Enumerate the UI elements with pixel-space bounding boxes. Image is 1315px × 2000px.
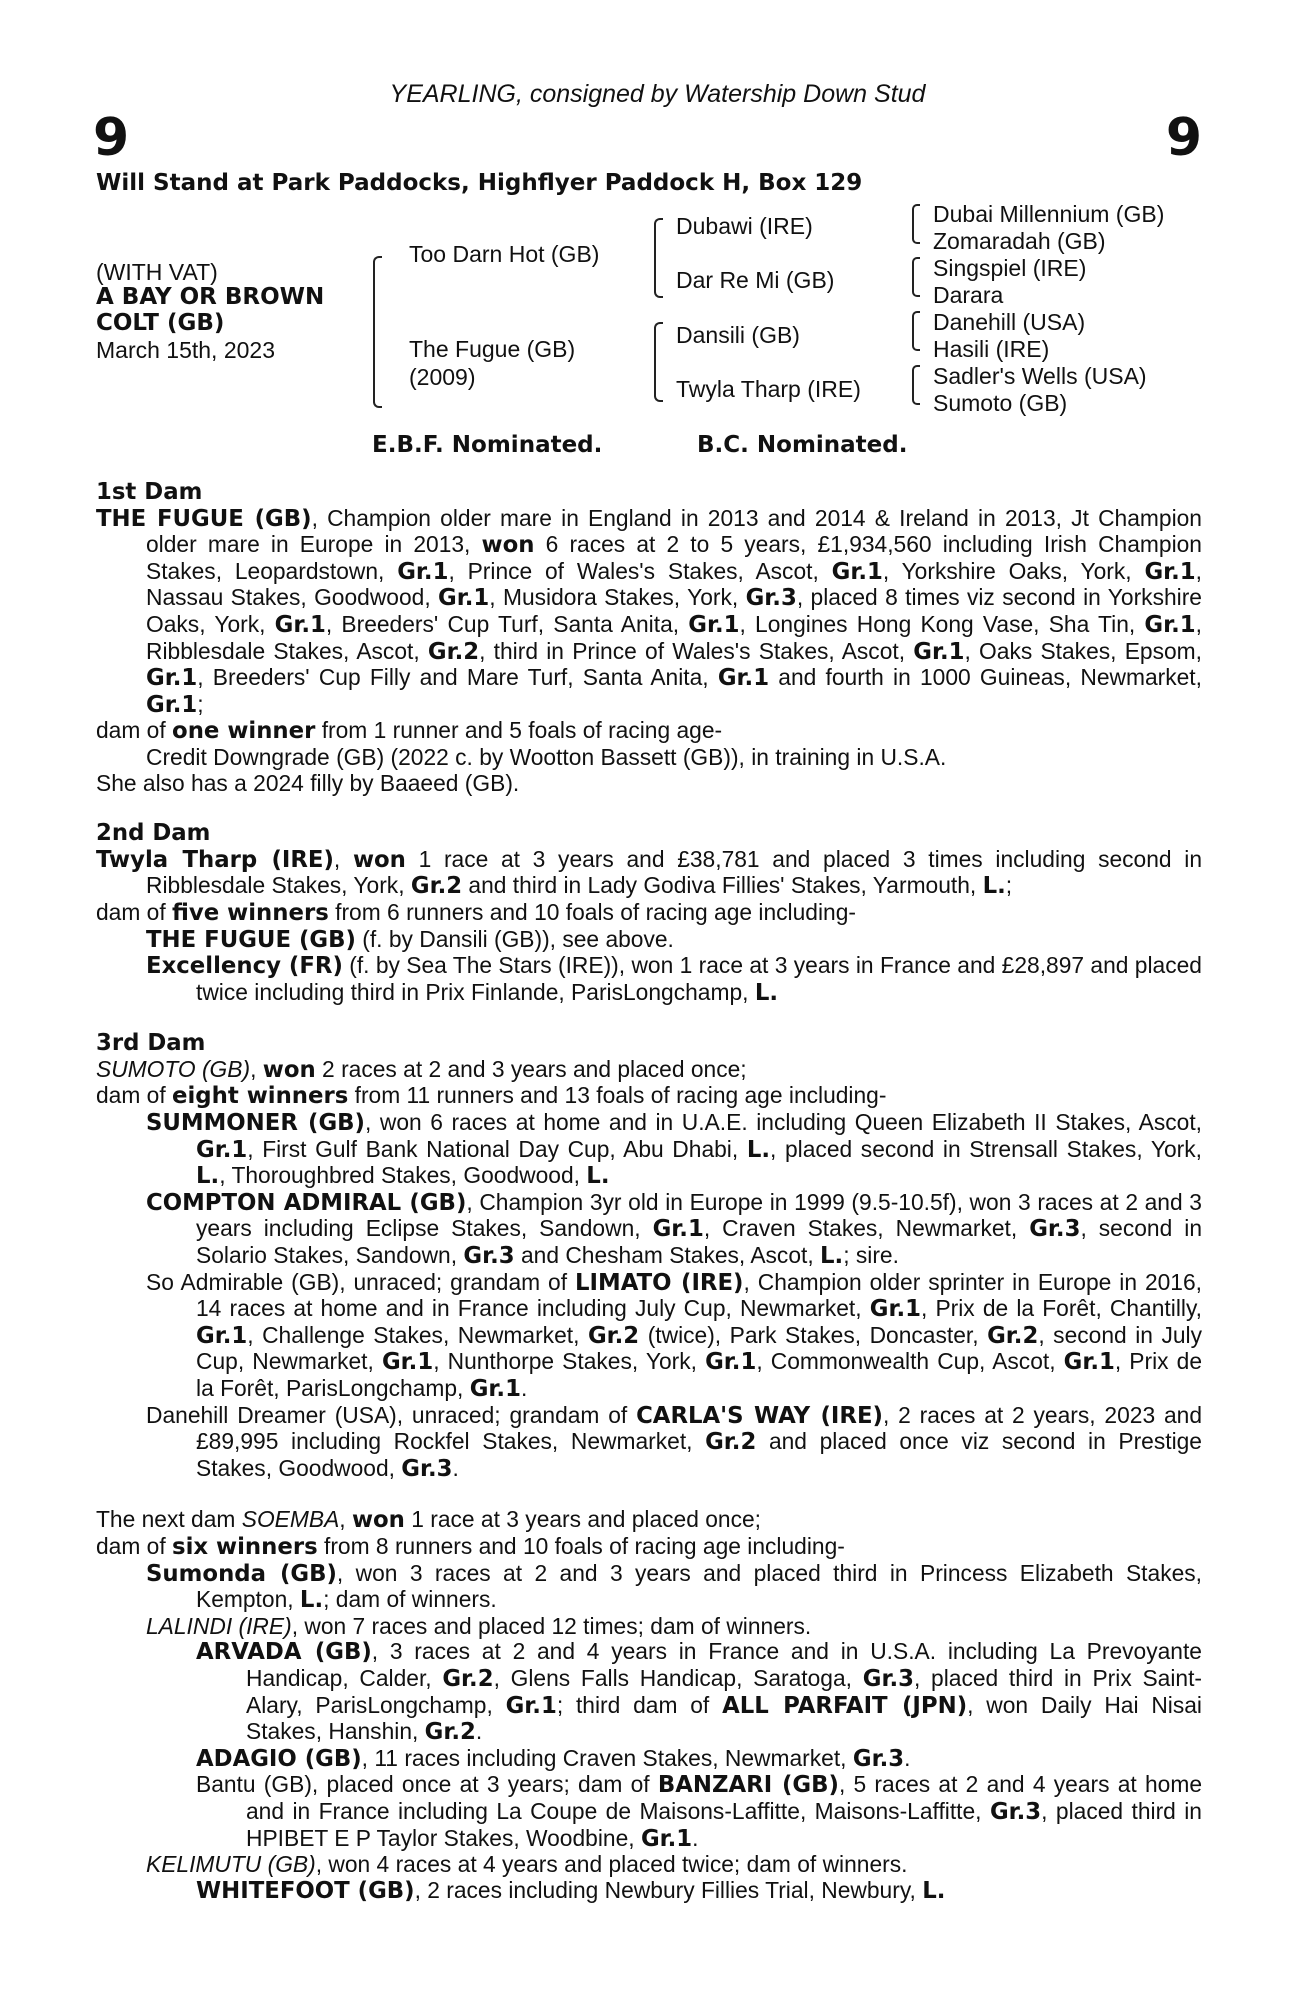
dam-produce-summary: dam of eight winners from 11 runners and 13 foals of racing age including- (96, 1082, 887, 1110)
produce-entry: Bantu (GB), placed once at 3 years; dam of BANZARI (GB), 5 races at 2 and 4 years at home and in France including La Coupe de Maisons-Laffitte, Maisons-Laffitte, Gr.3, placed third in HPIBET E P Taylor Stakes, Woodbine, Gr.1. (196, 1771, 1202, 1852)
produce-entry: ARVADA (GB), 3 races at 2 and 4 years in France and in U.S.A. including La Prevoyante Handicap, Calder, Gr.2, Glens Falls Handicap, Saratoga, Gr.3, placed third in Prix Saint-Alary, ParisLongchamp, Gr.1; third dam of ALL PARFAIT (JPN), won Daily Hai Nisai Stakes, Hanshin, Gr.2. (196, 1638, 1202, 1746)
section-heading: 1st Dam (96, 479, 203, 505)
pedigree-brace (912, 257, 920, 297)
pedigree-brace (912, 365, 920, 405)
dam-produce-summary: dam of one winner from 1 runner and 5 foals of racing age- (96, 717, 723, 745)
pedigree-brace (654, 218, 663, 298)
section-heading: 3rd Dam (96, 1030, 206, 1057)
pedigree-ggp: Dubai Millennium (GB) (933, 201, 1165, 227)
second-dam-section (96, 821, 1202, 1006)
foaling-date: March 15th, 2023 (96, 337, 276, 363)
lot-number-left: 9 (93, 108, 130, 168)
dam-entry: The next dam SOEMBA, won 1 race at 3 years and placed once; (96, 1506, 762, 1534)
pedigree-sire: Too Darn Hot (GB) (409, 241, 600, 267)
pedigree-ggp: Zomaradah (GB) (933, 228, 1106, 254)
dam-entry: THE FUGUE (GB), Champion older mare in England in 2013 and 2014 & Ireland in 2013, Jt Champion older mare in Europe in 2013, won 6 races at 2 to 5 years, £1,934,560 including Irish Champion Stakes, Leopardstown, Gr.1, Prince of Wales's Stakes, Ascot, Gr.1, Yorkshire Oaks, York, Gr.1, Nassau Stakes, Goodwood, Gr.1, Musidora Stakes, York, Gr.3, placed 8 times viz second in Yorkshire Oaks, York, Gr.1, Breeders' Cup Turf, Santa Anita, Gr.1, Longines Hong Kong Vase, Sha Tin, Gr.1, Ribblesdale Stakes, Ascot, Gr.2, third in Prince of Wales's Stakes, Ascot, Gr.1, Oaks Stakes, Epsom, Gr.1, Breeders' Cup Filly and Mare Turf, Santa Anita, Gr.1 and fourth in 1000 Guineas, Newmarket, Gr.1; (96, 504, 1203, 718)
third-dam-section (96, 1031, 1202, 1482)
dam-entry: Twyla Tharp (IRE), won 1 race at 3 years and £38,781 and placed 3 times including second in Ribblesdale Stakes, York, Gr.2 and third in Lady Godiva Fillies' Stakes, Yarmouth, L.; (96, 845, 1203, 900)
vat-note: (WITH VAT) (96, 259, 218, 285)
produce-entry: So Admirable (GB), unraced; grandam of LIMATO (IRE), Champion older sprinter in Europe in 2016, 14 races at home and in France including July Cup, Newmarket, Gr.1, Prix de la Forêt, Chantilly, Gr.1, Challenge Stakes, Newmarket, Gr.2 (twice), Park Stakes, Doncaster, Gr.2, second in July Cup, Newmarket, Gr.1, Nunthorpe Stakes, York, Gr.1, Commonwealth Cup, Ascot, Gr.1, Prix de la Forêt, ParisLongchamp, Gr.1. (146, 1268, 1203, 1402)
pedigree-ggp: Danehill (USA) (933, 309, 1086, 335)
pedigree-brace (373, 256, 382, 408)
horse-description-line1: A BAY OR BROWN (96, 284, 325, 310)
produce-note: She also has a 2024 filly by Baaeed (GB). (96, 769, 520, 796)
pedigree-ggp: Hasili (IRE) (933, 336, 1050, 362)
produce-entry: THE FUGUE (GB) (f. by Dansili (GB)), see above. (146, 925, 674, 953)
dam-entry: SUMOTO (GB), won 2 races at 2 and 3 years and placed once; (96, 1055, 747, 1083)
pedigree-ggp: Sumoto (GB) (933, 390, 1068, 416)
pedigree-sire-dam: Dar Re Mi (GB) (676, 267, 835, 293)
next-dam-section (96, 1507, 1202, 1904)
pedigree-dam-year: (2009) (409, 364, 476, 390)
pedigree-dam: The Fugue (GB) (409, 336, 576, 362)
pedigree-dam-dam: Twyla Tharp (IRE) (676, 376, 861, 402)
produce-entry: KELIMUTU (GB), won 4 races at 4 years and placed twice; dam of winners. (146, 1851, 908, 1878)
pedigree-brace (912, 204, 920, 244)
catalogue-body (96, 480, 1202, 1904)
pedigree-sire-sire: Dubawi (IRE) (676, 213, 813, 239)
dam-produce-summary: dam of five winners from 6 runners and 10 foals of racing age including- (96, 898, 856, 926)
produce-entry: Excellency (FR) (f. by Sea The Stars (IRE)), won 1 race at 3 years in France and £28,897 and placed twice including third in Prix Finlande, ParisLongchamp, L. (146, 952, 1202, 1006)
section-heading: 2nd Dam (96, 820, 211, 847)
produce-entry: Danehill Dreamer (USA), unraced; grandam of CARLA'S WAY (IRE), 2 races at 2 years, 2023 and £89,995 including Rockfel Stakes, Newmarket, Gr.2 and placed once viz second in Prestige Stakes, Goodwood, Gr.3. (146, 1401, 1203, 1482)
produce-entry: COMPTON ADMIRAL (GB), Champion 3yr old in Europe in 1999 (9.5-10.5f), won 3 races at 2 and 3 years including Eclipse Stakes, Sandown, Gr.1, Craven Stakes, Newmarket, Gr.3, second in Solario Stakes, Sandown, Gr.3 and Chesham Stakes, Ascot, L.; sire. (146, 1188, 1203, 1270)
ebf-nomination: E.B.F. Nominated. (372, 432, 603, 458)
produce-entry: LALINDI (IRE), won 7 races and placed 12 times; dam of winners. (146, 1612, 812, 1639)
produce-entry: Credit Downgrade (GB) (2022 c. by Wootton Bassett (GB)), in training in U.S.A. (146, 743, 947, 770)
pedigree-ggp: Singspiel (IRE) (933, 255, 1087, 281)
horse-description-line2: COLT (GB) (96, 310, 225, 336)
pedigree-brace (654, 322, 663, 402)
stand-location: Will Stand at Park Paddocks, Highflyer Paddock H, Box 129 (96, 170, 863, 196)
produce-entry: Sumonda (GB), won 3 races at 2 and 3 years and placed third in Princess Elizabeth Stakes, Kempton, L.; dam of winners. (146, 1559, 1203, 1614)
pedigree-ggp: Sadler's Wells (USA) (933, 363, 1147, 389)
pedigree-brace (912, 311, 920, 351)
bc-nomination: B.C. Nominated. (697, 432, 908, 458)
consignor-line: YEARLING, consigned by Watership Down Stud (389, 80, 926, 108)
dam-produce-summary: dam of six winners from 8 runners and 10 foals of racing age including- (96, 1532, 845, 1560)
lot-number-right: 9 (1165, 108, 1202, 168)
produce-entry: WHITEFOOT (GB), 2 races including Newbury Fillies Trial, Newbury, L. (196, 1876, 946, 1904)
produce-entry: ADAGIO (GB), 11 races including Craven Stakes, Newmarket, Gr.3. (196, 1744, 911, 1772)
produce-entry: SUMMONER (GB), won 6 races at home and in U.A.E. including Queen Elizabeth II Stakes, Ascot, Gr.1, First Gulf Bank National Day Cup, Abu Dhabi, L., placed second in Strensall Stakes, York, L., Thoroughbred Stakes, Goodwood, L. (146, 1109, 1202, 1190)
pedigree-ggp: Darara (933, 282, 1004, 308)
first-dam-section (96, 480, 1202, 796)
pedigree-dam-sire: Dansili (GB) (676, 322, 800, 348)
